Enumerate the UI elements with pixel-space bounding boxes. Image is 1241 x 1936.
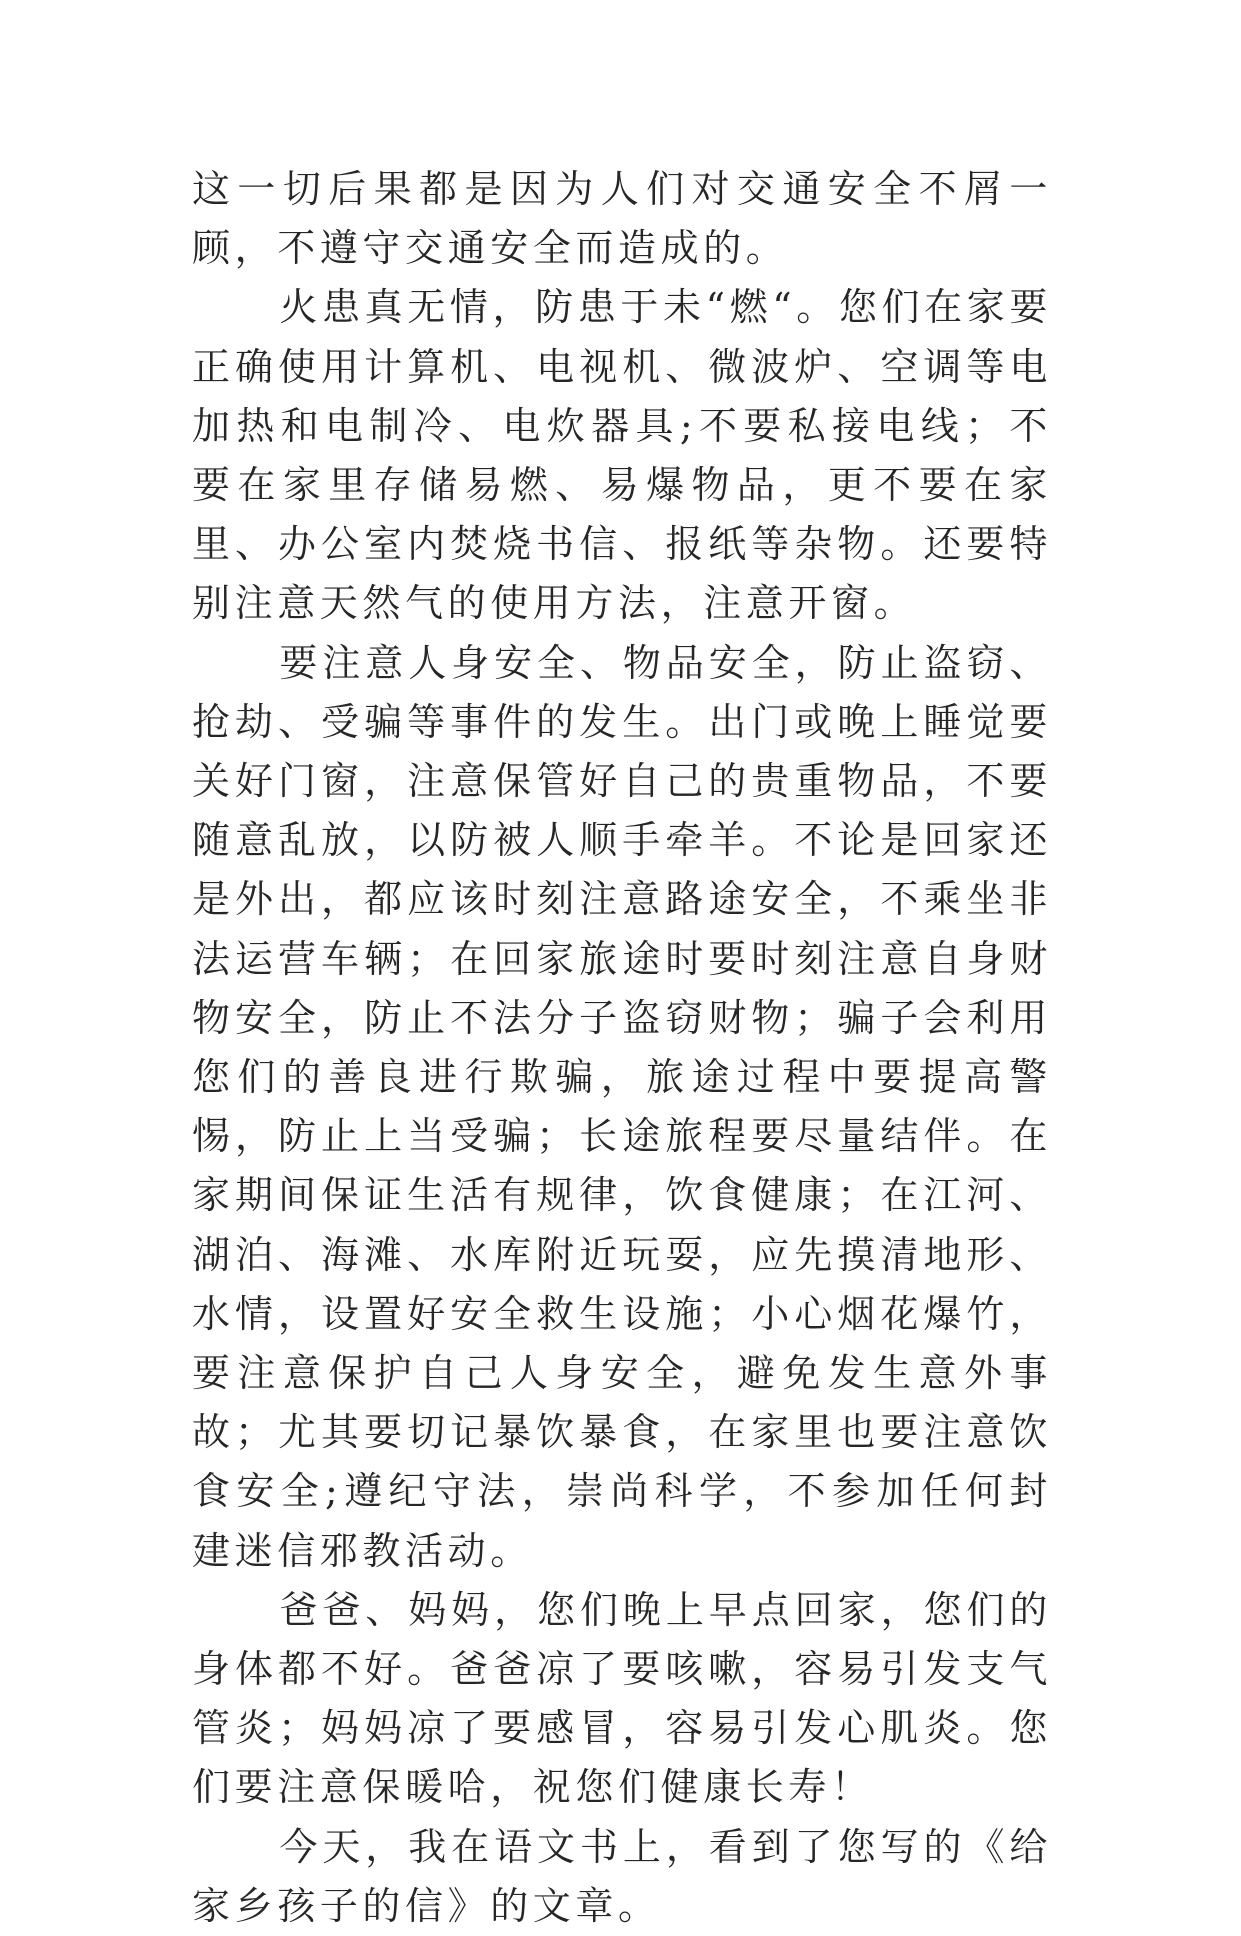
paragraph: 要注意人身安全、物品安全，防止盗窃、抢劫、受骗等事件的发生。出门或晚上睡觉要关好门窗，注意保管好自己的贵重物品，不要随意乱放，以防被人顺手牵羊。不论是回家还是外出，都应该时刻注意路途安全，不乘坐非法运营车辆；在回家旅途时要时刻注意自身财物安全，防止不法分子盗窃财物；骗子会利用您们的善良进行欺骗，旅途过程中要提高警惕，防止上当受骗；长途旅程要尽量结伴。在家期间保证生活有规律，饮食健康；在江河、湖泊、海滩、水库附近玩耍，应先摸清地形、水情，设置好安全救生设施；小心烟花爆竹，要注意保护自己人身安全，避免发生意外事故；尤其要切记暴饮暴食，在家里也要注意饮食安全;遵纪守法，崇尚科学，不参加任何封建迷信邪教活动。	[192, 640, 1052, 1573]
paragraph: 火患真无情，防患于未“燃“。您们在家要正确使用计算机、电视机、微波炉、空调等电加热和电制冷、电炊器具;不要私接电线；不要在家里存储易燃、易爆物品，更不要在家里、办公室内焚烧书信、报纸等杂物。还要特别注意天然气的使用方法，注意开窗。	[192, 285, 1052, 626]
paragraph: 这一切后果都是因为人们对交通安全不屑一顾，不遵守交通安全而造成的。	[192, 167, 1052, 271]
document-body	[192, 160, 1052, 1936]
paragraph: 今天，我在语文书上，看到了您写的《给家乡孩子的信》的文章。	[192, 1824, 1052, 1928]
paragraph: 爸爸、妈妈，您们晚上早点回家，您们的身体都不好。爸爸凉了要咳嗽，容易引发支气管炎；妈妈凉了要感冒，容易引发心肌炎。您们要注意保暖哈，祝您们健康长寿！	[192, 1587, 1052, 1810]
